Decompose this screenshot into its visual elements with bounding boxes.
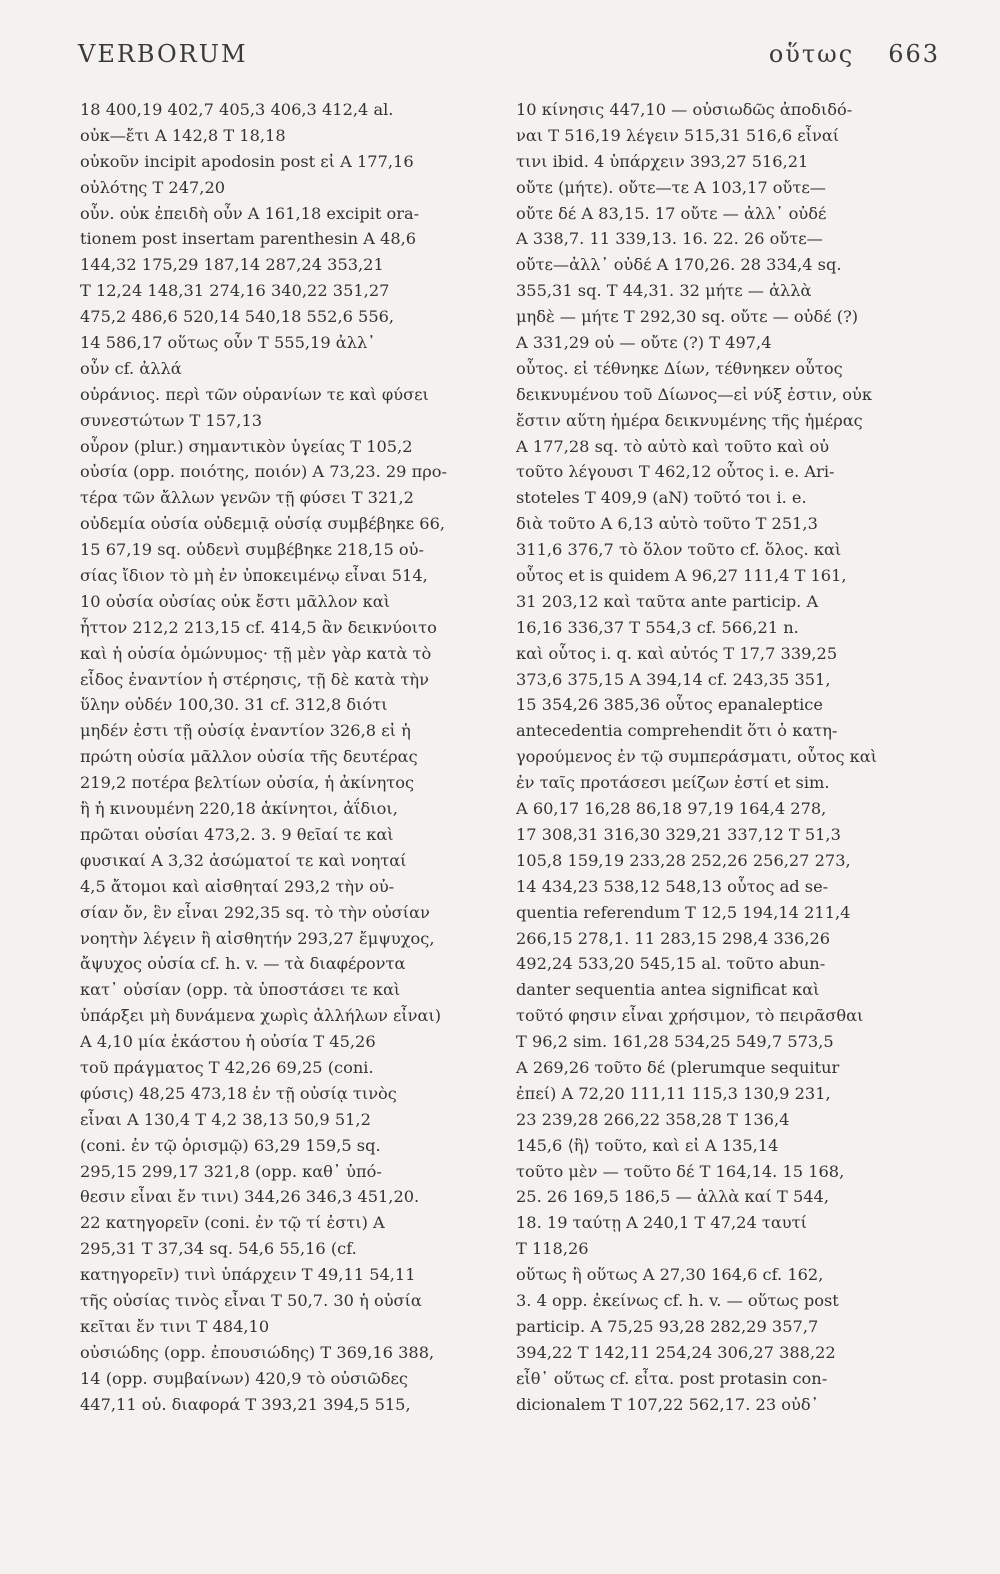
entry-line: 295,15 299,17 321,8 (opp. καθ᾽ ὑπό- bbox=[80, 1161, 382, 1181]
entry-line: 145,6 ⟨ἢ⟩ τοῦτο, καὶ εἰ Α 135,14 bbox=[516, 1135, 779, 1155]
entry-line: Τ 118,26 bbox=[516, 1239, 589, 1259]
entry-line: νοητὴν λέγειν ἢ αἰσθητήν 293,27 ἔμψυχος, bbox=[80, 928, 435, 948]
entry-line: 31 203,12 καὶ ταῦτα ante particip. Α bbox=[516, 591, 819, 611]
entry-line: 14 434,23 538,12 548,13 οὗτος ad se- bbox=[516, 876, 829, 896]
running-header: VERBORUM bbox=[78, 40, 248, 68]
entry-line: 4,5 ἄτομοι καὶ αἰσθηταί 293,2 τὴν οὐ- bbox=[80, 876, 395, 896]
entry-line: 311,6 376,7 τὸ ὅλον τοῦτο cf. ὅλος. καὶ bbox=[516, 540, 842, 560]
entry-line: οὐκοῦν incipit apodosin post εἰ Α 177,16 bbox=[80, 151, 414, 171]
entry-line: 475,2 486,6 520,14 540,18 552,6 556, bbox=[80, 307, 395, 327]
entry-line: ἐπεί) Α 72,20 111,11 115,3 130,9 231, bbox=[516, 1083, 831, 1103]
entry-line: Α 4,10 μία ἑκάστου ἡ οὐσία Τ 45,26 bbox=[80, 1032, 376, 1052]
entry-line: μηδὲ — μήτε Τ 292,30 sq. οὔτε — οὐδέ (?) bbox=[516, 307, 859, 327]
entry-line: ἐν ταῖς προτάσεσι μείζων ἐστί et sim. bbox=[516, 773, 830, 793]
entry-line: κατηγορεῖν) τινὶ ὑπάρχειν Τ 49,11 54,11 bbox=[80, 1265, 416, 1285]
entry-line: ναι Τ 516,19 λέγειν 515,31 516,6 εἶναί bbox=[516, 125, 840, 145]
entry-line: τοῦτο λέγουσι Τ 462,12 οὗτος i. e. Ari- bbox=[516, 462, 835, 482]
entry-line: 492,24 533,20 545,15 al. τοῦτο abun- bbox=[516, 954, 826, 974]
entry-line: 105,8 159,19 233,28 252,26 256,27 273, bbox=[516, 850, 851, 870]
entry-line: 219,2 ποτέρα βελτίων οὐσία, ἡ ἀκίνητος bbox=[80, 773, 415, 793]
entry-line: καὶ ἡ οὐσία ὁμώνυμος· τῇ μὲν γὰρ κατὰ τὸ bbox=[80, 643, 432, 663]
entry-line: θεσιν εἶναι ἔν τινι) 344,26 346,3 451,20. bbox=[80, 1187, 420, 1207]
entry-line: σίαν ὄν, ἓν εἶναι 292,35 sq. τὸ τὴν οὐσίαν bbox=[80, 902, 430, 922]
right-column bbox=[516, 97, 946, 1417]
entry-line: danter sequentia antea significat καὶ bbox=[516, 980, 820, 1000]
entry-line: 15 354,26 385,36 οὗτος epanaleptice bbox=[516, 695, 823, 715]
entry-line: 10 οὐσία οὐσίας οὐκ ἔστι μᾶλλον καὶ bbox=[80, 591, 391, 611]
entry-line: quentia referendum Τ 12,5 194,14 211,4 bbox=[516, 902, 851, 922]
entry-line: οὕτως ἢ οὕτως Α 27,30 164,6 cf. 162, bbox=[516, 1265, 824, 1285]
entry-line: 25. 26 169,5 186,5 — ἀλλὰ καί Τ 544, bbox=[516, 1187, 829, 1207]
left-column bbox=[80, 97, 500, 1417]
entry-line: ὕλην οὐδέν 100,30. 31 cf. 312,8 διότι bbox=[80, 695, 388, 715]
entry-line: φύσις) 48,25 473,18 ἐν τῇ οὐσίᾳ τινὸς bbox=[80, 1083, 397, 1103]
entry-line: Α 60,17 16,28 86,18 97,19 164,4 278, bbox=[516, 799, 827, 819]
entry-line: πρῶται οὐσίαι 473,2. 3. 9 θεῖαί τε καὶ bbox=[80, 824, 394, 844]
entry-line: οὖν cf. ἀλλά bbox=[80, 358, 182, 378]
entry-line: τοῦτο μὲν — τοῦτο δέ Τ 164,14. 15 168, bbox=[516, 1161, 845, 1181]
entry-line: 18. 19 ταύτῃ Α 240,1 Τ 47,24 ταυτί bbox=[516, 1213, 807, 1233]
entry-line: ἧττον 212,2 213,15 cf. 414,5 ἂν δεικνύοιτο bbox=[80, 617, 437, 637]
entry-line: κατ᾽ οὐσίαν (opp. τὰ ὑποστάσει τε καὶ bbox=[80, 980, 401, 1000]
page-number: 663 bbox=[888, 40, 940, 68]
entry-line: 15 67,19 sq. οὐδενὶ συμβέβηκε 218,15 οὐ- bbox=[80, 540, 424, 560]
entry-line: 355,31 sq. Τ 44,31. 32 μήτε — ἀλλὰ bbox=[516, 281, 812, 301]
entry-line: κεῖται ἔν τινι Τ 484,10 bbox=[80, 1316, 270, 1336]
entry-line: τινι ibid. 4 ὑπάρχειν 393,27 516,21 bbox=[516, 151, 809, 171]
entry-line: εἶναι Α 130,4 Τ 4,2 38,13 50,9 51,2 bbox=[80, 1109, 371, 1129]
entry-line: Α 177,28 sq. τὸ αὐτὸ καὶ τοῦτο καὶ οὐ bbox=[516, 436, 830, 456]
entry-line: 23 239,28 266,22 358,28 Τ 136,4 bbox=[516, 1109, 790, 1129]
entry-line: σίας ἴδιον τὸ μὴ ἐν ὑποκειμένῳ εἶναι 514, bbox=[80, 566, 428, 586]
entry-line: (coni. ἐν τῷ ὁρισμῷ) 63,29 159,5 sq. bbox=[80, 1135, 381, 1155]
entry-line: οὐράνιος. περὶ τῶν οὐρανίων τε καὶ φύσει bbox=[80, 384, 429, 404]
entry-line: δεικνυμένου τοῦ Δίωνος—εἰ νύξ ἐστιν, οὐκ bbox=[516, 384, 873, 404]
entry-line: 16,16 336,37 Τ 554,3 cf. 566,21 n. bbox=[516, 617, 799, 637]
entry-line: συνεστώτων Τ 157,13 bbox=[80, 410, 263, 430]
entry-line: tionem post insertam parenthesin Α 48,6 bbox=[80, 229, 417, 249]
entry-line: πρώτη οὐσία μᾶλλον οὐσία τῆς δευτέρας bbox=[80, 747, 418, 767]
entry-line: 14 (opp. συμβαίνων) 420,9 τὸ οὐσιῶδες bbox=[80, 1368, 408, 1388]
entry-line: Τ 96,2 sim. 161,28 534,25 549,7 573,5 bbox=[516, 1032, 834, 1052]
entry-line: particip. Α 75,25 93,28 282,29 357,7 bbox=[516, 1316, 819, 1336]
entry-line: stoteles Τ 409,9 (aN) τοῦτό τοι i. e. bbox=[516, 488, 807, 508]
entry-line: ὑπάρξει μὴ δυνάμενα χωρὶς ἀλλήλων εἶναι) bbox=[80, 1006, 442, 1026]
entry-line: οὐλότης Τ 247,20 bbox=[80, 177, 226, 197]
entry-line: οὔτε (μήτε). οὔτε—τε Α 103,17 οὔτε— bbox=[516, 177, 826, 197]
entry-line: τέρα τῶν ἄλλων γενῶν τῇ φύσει Τ 321,2 bbox=[80, 488, 414, 508]
entry-line: 22 κατηγορεῖν (coni. ἐν τῷ τί ἐστι) Α bbox=[80, 1213, 385, 1233]
entry-line: εἶθ᾽ οὕτως cf. εἶτα. post protasin con- bbox=[516, 1368, 828, 1388]
entry-line: 295,31 Τ 37,34 sq. 54,6 55,16 (cf. bbox=[80, 1239, 357, 1259]
entry-line: 17 308,31 316,30 329,21 337,12 Τ 51,3 bbox=[516, 824, 841, 844]
headword-guide: οὕτως bbox=[768, 40, 855, 68]
entry-line: οὐσιώδης (opp. ἐπουσιώδης) Τ 369,16 388, bbox=[80, 1342, 435, 1362]
entry-line: 3. 4 opp. ἐκείνως cf. h. v. — οὕτως post bbox=[516, 1290, 839, 1310]
entry-line: οὖρον (plur.) σημαντικὸν ὑγείας Τ 105,2 bbox=[80, 436, 413, 456]
entry-line: 266,15 278,1. 11 283,15 298,4 336,26 bbox=[516, 928, 831, 948]
entry-line: οὐσία (opp. ποιότης, ποιόν) Α 73,23. 29 προ- bbox=[80, 462, 447, 482]
entry-line: τῆς οὐσίας τινὸς εἶναι Τ 50,7. 30 ἡ οὐσία bbox=[80, 1290, 422, 1310]
entry-line: Α 331,29 οὐ — οὔτε (?) Τ 497,4 bbox=[516, 333, 772, 353]
entry-line: 10 κίνησις 447,10 — οὐσιωδῶς ἀποδιδό- bbox=[516, 100, 853, 119]
entry-line: τοῦτό φησιν εἶναι χρήσιμον, τὸ πειρᾶσθαι bbox=[516, 1006, 864, 1026]
entry-line: οὐκ—ἔτι Α 142,8 Τ 18,18 bbox=[80, 125, 286, 145]
entry-line: Α 338,7. 11 339,13. 16. 22. 26 οὔτε— bbox=[516, 229, 823, 249]
entry-line: Α 269,26 τοῦτο δέ (plerumque sequitur bbox=[516, 1057, 840, 1077]
entry-line: οὔτε—ἀλλ᾽ οὐδέ Α 170,26. 28 334,4 sq. bbox=[516, 255, 842, 275]
entry-line: μηδέν ἐστι τῇ οὐσίᾳ ἐναντίον 326,8 εἰ ἡ bbox=[80, 721, 411, 741]
entry-line: 373,6 375,15 Α 394,14 cf. 243,35 351, bbox=[516, 669, 831, 689]
entry-line: 14 586,17 οὕτως οὖν Τ 555,19 ἀλλ᾽ bbox=[80, 333, 376, 353]
entry-line: οὗτος. εἰ τέθνηκε Δίων, τέθνηκεν οὗτος bbox=[516, 358, 843, 378]
entry-line: dicionalem Τ 107,22 562,17. 23 οὐδ᾽ bbox=[516, 1394, 819, 1414]
entry-line: ἄψυχος οὐσία cf. h. v. — τὰ διαφέροντα bbox=[80, 954, 406, 974]
entry-line: καὶ οὗτος i. q. καὶ αὐτός Τ 17,7 339,25 bbox=[516, 643, 838, 663]
entry-line: 447,11 οὐ. διαφορά Τ 393,21 394,5 515, bbox=[80, 1394, 411, 1414]
entry-line: Τ 12,24 148,31 274,16 340,22 351,27 bbox=[80, 281, 390, 301]
entry-line: 18 400,19 402,7 405,3 406,3 412,4 al. bbox=[80, 100, 394, 119]
entry-line: διὰ τοῦτο Α 6,13 αὐτὸ τοῦτο Τ 251,3 bbox=[516, 514, 818, 534]
entry-line: 144,32 175,29 187,14 287,24 353,21 bbox=[80, 255, 384, 275]
entry-line: τοῦ πράγματος Τ 42,26 69,25 (coni. bbox=[80, 1057, 374, 1077]
entry-line: 394,22 Τ 142,11 254,24 306,27 388,22 bbox=[516, 1342, 836, 1362]
entry-line: οὗτος et is quidem Α 96,27 111,4 Τ 161, bbox=[516, 566, 847, 586]
entry-line: γορούμενος ἐν τῷ συμπεράσματι, οὗτος καὶ bbox=[516, 747, 878, 767]
entry-line: ἔστιν αὕτη ἡμέρα δεικνυμένης τῆς ἡμέρας bbox=[516, 410, 863, 430]
page-header-right bbox=[735, 40, 940, 68]
entry-line: οὐδεμία οὐσία οὐδεμιᾷ οὐσίᾳ συμβέβηκε 66, bbox=[80, 514, 446, 534]
entry-line: φυσικαί Α 3,32 ἀσώματοί τε καὶ νοηταί bbox=[80, 850, 407, 870]
entry-line: ἢ ἡ κινουμένη 220,18 ἀκίνητοι, ἀΐδιοι, bbox=[80, 799, 398, 819]
entry-line: οὖν. οὐκ ἐπειδὴ οὖν Α 161,18 excipit ora- bbox=[80, 203, 420, 223]
entry-line: οὔτε δέ Α 83,15. 17 οὔτε — ἀλλ᾽ οὐδέ bbox=[516, 203, 827, 223]
entry-line: εἶδος ἐναντίον ἡ στέρησις, τῇ δὲ κατὰ τὴν bbox=[80, 669, 429, 689]
entry-line: antecedentia comprehendit ὅτι ὁ κατη- bbox=[516, 721, 838, 741]
